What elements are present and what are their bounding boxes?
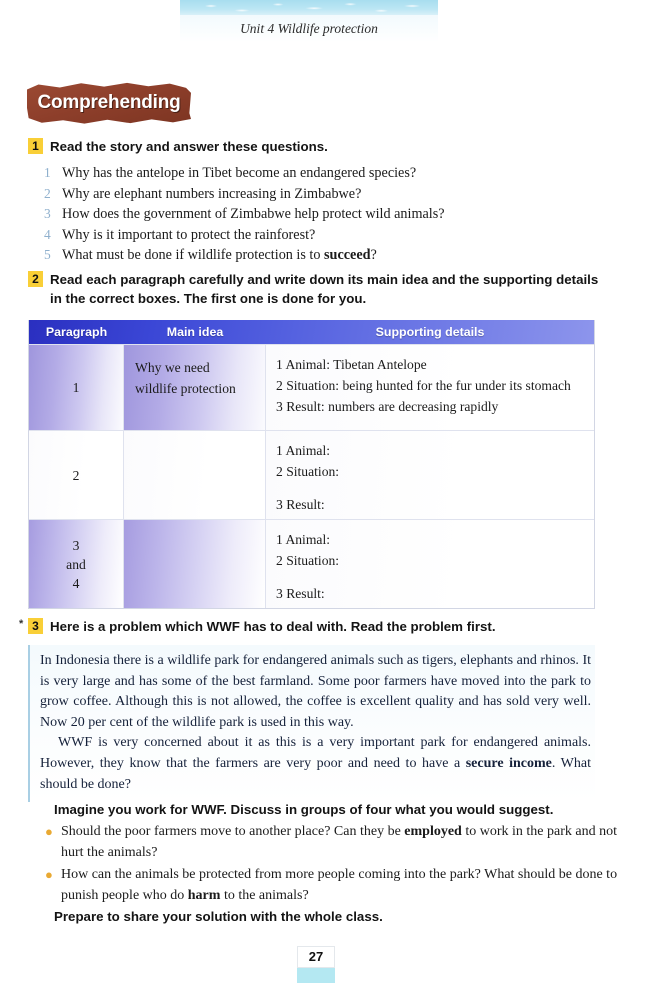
detail-line: 3 Result: [276,586,325,601]
problem-p2-tail: . What should be done? [40,755,591,792]
cell-details-2[interactable] [266,431,594,519]
detail-line: 2 Situation: being hunted for the fur under its stomach [276,378,571,393]
question-item [44,184,564,205]
exercise-1-heading [28,137,548,156]
exercise-2-heading [28,270,608,308]
asterisk-icon: * [19,618,24,630]
bullet-tail: to the animals? [220,887,309,903]
bullet-tail: to work in the park and not hurt the animals? [61,824,617,860]
section-title-banner [27,82,191,124]
paragraph-label-line: 1 [72,380,80,395]
exercise-1-instruction: Read the story and answer these questions. [50,139,328,154]
cell-main-idea-3[interactable] [124,520,266,608]
bullet-lead: Should the poor farmers move to another place? Can they be [61,824,405,839]
table-header-paragraph: Paragraph [45,325,108,339]
table-header-main-idea: Main idea [166,325,224,339]
exercise-2-instruction: Read each paragraph carefully and write down its main idea and the supporting details in the correct boxes. The first one is done for you. [50,272,599,306]
question-item [44,163,564,184]
table-header-supporting-details: Supporting details [375,325,485,339]
paragraph-label-line: and [66,556,86,572]
question-number: 1 [44,165,51,180]
detail-line: 1 Animal: [276,532,330,547]
question-text: How does the government of Zimbabwe help protect wild animals? [62,206,445,222]
discussion-bullet-text [61,822,628,863]
question-number: 5 [44,247,51,262]
question-text: Why are elephant numbers increasing in Zimbabwe? [62,185,362,202]
question-text: What must be done if wildlife protection is to succeed? [62,247,377,263]
cell-paragraph-2[interactable] [29,431,124,519]
discussion-bullet-text [61,865,628,906]
exercise-1-number-badge: 1 [28,138,43,154]
detail-line: 1 Animal: Tibetan Antelope [276,357,427,372]
question-item [44,225,564,246]
discussion-block [28,800,628,927]
problem-paragraph-2 [40,733,591,795]
detail-line: 1 Animal: [276,443,330,458]
discussion-lead-text: Imagine you work for WWF. Discuss in groups of four what you would suggest. [54,802,554,817]
water-texture-image [180,0,438,15]
exercise-1-question-list [44,163,564,266]
list-item [44,822,628,863]
detail-line: 2 Situation: [276,553,340,568]
paragraph-label-line: 3 [72,537,80,553]
exercise-3-instruction: Here is a problem which WWF has to deal with. Read the problem first. [50,619,496,634]
exercise-3-number: 3 [32,619,39,633]
unit-title-label: Unit 4 Wildlife protection [180,15,438,42]
question-item [44,245,564,266]
bullet-dot-icon: ● [45,867,53,882]
question-text: Why has the antelope in Tibet become an endangered species? [62,165,417,181]
question-item [44,204,564,225]
problem-statement-box [28,645,595,802]
question-number: 2 [44,185,51,201]
paragraph-label-line: 4 [72,575,80,591]
exercise-3-heading [19,617,608,636]
page-number-footer [297,946,335,983]
question-bold-word: succeed [324,247,371,263]
main-idea-table [28,320,595,609]
question-text: Why is it important to protect the rainforest? [62,226,316,243]
exercise-2-number-badge: 2 [28,271,43,287]
table-row [29,519,594,608]
detail-spacer [276,571,586,583]
cell-paragraph-3[interactable] [29,520,124,608]
bullet-lead: How can the animals be protected from more people coming into the park? What should be done to punish people who do [61,867,618,903]
section-title-text: Comprehending [37,91,181,113]
page-number-tab-accent [297,968,335,983]
paragraph-label-line: 2 [72,467,80,483]
problem-paragraph-1: In Indonesia there is a wildlife park for endangered animals such as tigers, elephants and rhinos. It is very large and has some of the best farmland. Some poor farmers have moved into the park to grow coffee. Although this is not allowed, the coffee is excellent quality and has sold very well. Now 20 per cent of the wildlife park is used in this way. [40,653,591,730]
page-number-value: 27 [297,946,335,968]
question-text-lead: What must be done if wildlife protection is to [62,247,325,263]
cell-paragraph-1[interactable] [29,345,124,430]
question-number: 4 [44,226,51,242]
cell-details-3[interactable] [266,520,594,608]
bullet-bold-word: harm [187,887,221,903]
cell-details-1[interactable] [266,345,594,430]
detail-line: 2 Situation: [276,464,340,479]
cell-main-idea-2[interactable] [124,431,266,519]
list-item [44,865,628,906]
exercise-3-number-badge [19,618,43,634]
bullet-dot-icon: ● [45,824,53,839]
table-row [29,344,594,430]
unit-running-head [180,0,438,42]
bullet-bold-word: employed [404,824,462,839]
detail-line: 3 Result: [276,497,325,512]
cell-main-idea-1[interactable]: Why we need wildlife protection [124,345,266,430]
detail-line: 3 Result: numbers are decreasing rapidly [276,399,499,414]
question-number: 3 [44,206,51,221]
table-header-row [29,320,594,344]
table-row [29,430,594,519]
problem-p2-lead: WWF is very concerned about it as this is a very important park for endangered animals. However, they know that the farmers are very poor and need to have a [40,735,591,771]
detail-spacer [276,482,586,494]
discussion-closing-text: Prepare to share your solution with the whole class. [54,909,383,924]
problem-bold-phrase: secure income [465,755,552,771]
